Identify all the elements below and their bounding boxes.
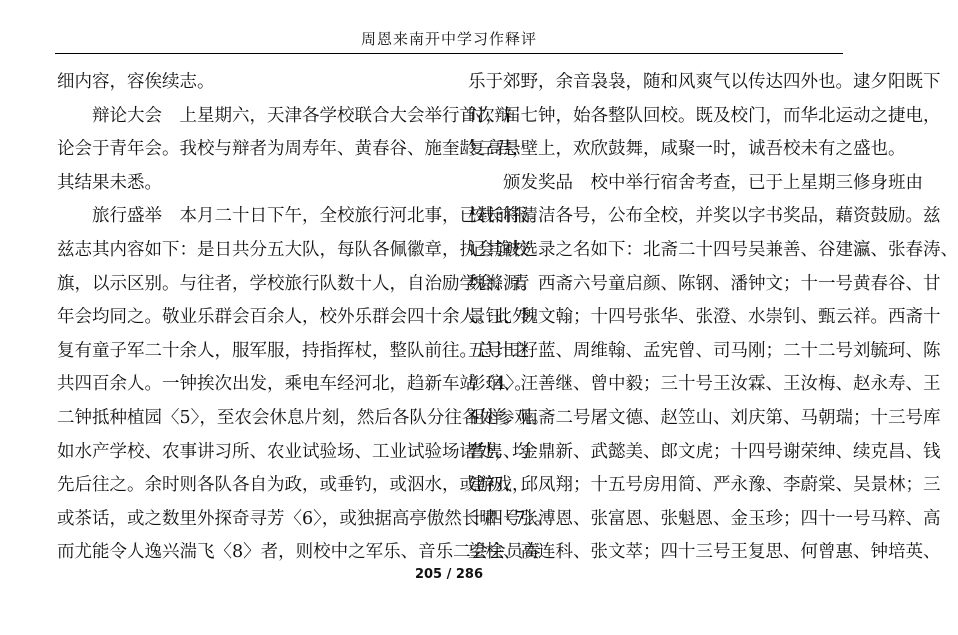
text-line: 其结果未悉。	[57, 172, 162, 193]
text-line: 建初、邱凤翔；十五号房用简、严永豫、李蔚棠、吴景林；三	[468, 475, 941, 496]
text-line: 校长将清洁各号，公布全校，并奖以字书奖品，藉资鼓励。兹	[468, 206, 941, 227]
page-number: 205 / 286	[414, 567, 484, 582]
right-text-column	[468, 66, 958, 570]
text-line: 乐于郊野，余音袅袅，随和风爽气以传达四外也。逮夕阳既下	[468, 72, 941, 92]
text-line: 年会均同之。敬业乐群会百余人，校外乐群会四十余人。此外	[57, 307, 530, 328]
text-line: 耆隽、金鼎新、武懿美、郎文虎；十四号谢荣绅、续克昌、钱	[468, 441, 941, 462]
text-line: 颁发奖品 校中举行宿舍考查，已于上星期三修身班由	[468, 172, 923, 193]
text-line: 魏滌源。西斋六号童启颜、陈钢、潘钟文；十一号黄春谷、甘	[468, 273, 941, 294]
header-rule	[55, 53, 843, 54]
left-text-column	[57, 66, 552, 570]
text-line: 旅行盛举 本月二十日下午，全校旅行河北事，已载前报。	[57, 206, 547, 227]
text-line: 论会于青年会。我校与辩者为周寿年、黄春谷、施奎龄三君，	[57, 139, 530, 160]
text-line: 细内容，容俟续志。	[57, 72, 215, 92]
text-line: 如水产学校、农事讲习所、农业试验场、工业试验场诸处，均	[57, 441, 530, 462]
text-line: 五号田籽蓝、周维翰、孟宪曾、司马刚；二十二号刘毓珂、陈	[468, 340, 941, 361]
text-line: 旗，以示区别。与往者，学校旅行队数十人，自治励学会、青	[57, 273, 530, 294]
text-line: 记其被选录之名如下：北斋二十四号吴兼善、谷建瀛、张春涛、	[468, 239, 958, 260]
text-line: 共四百余人。一钟挨次出发，乘电车经河北，趋新车站〈4〉。	[57, 374, 532, 395]
text-line: 复高悬壁上，欢欣鼓舞，咸聚一时，诚吾校未有之盛也。	[468, 139, 906, 160]
running-header-title: 周恩来南开中学习作释评	[360, 30, 537, 48]
text-line: 祖祥。南斋二号屠文德、赵笠山、刘庆第、马朝瑞；十三号库	[468, 407, 941, 428]
text-line: 复有童子军二十余人，服军服，持指挥杖，整队前往。总计之	[57, 340, 530, 361]
text-line: 望柱、高连科、张文萃；四十三号王复思、何曾惠、钟培英、	[468, 542, 941, 563]
text-line: 时，届七钟，始各整队回校。既及校门，而华北运动之捷电，	[468, 105, 941, 126]
text-line: 或茶话，或之数里外探奇寻芳〈6〉，或独据高亭傲然长啸〈7〉。	[57, 508, 552, 529]
text-line: 彰琯、汪善继、曾中毅；三十号王汝霖、王汝梅、赵永寿、王	[468, 374, 941, 395]
text-line: 先后往之。余时则各队各自为政，或垂钓，或泅水，或游戏，	[57, 475, 530, 496]
text-line: 辩论大会 上星期六，天津各学校联合大会举行首次辩	[57, 105, 512, 126]
text-line: 而尤能令人逸兴湍飞〈8〉者，则校中之军乐、音乐二会会员奏	[57, 542, 541, 563]
text-line: 景钰、魏文翰；十四号张华、张澄、水崇钊、甄云祥。西斋十	[468, 307, 941, 328]
text-line: 十四号张溥恩、张富恩、张魁恩、金玉珍；四十一号马粹、高	[468, 508, 941, 529]
text-line: 二钟抵种植园〈5〉，至农会休息片刻，然后各队分往各处参观。	[57, 407, 550, 428]
text-line: 兹志其内容如下：是日共分五大队，每队各佩徽章，执会旗校	[57, 239, 530, 260]
